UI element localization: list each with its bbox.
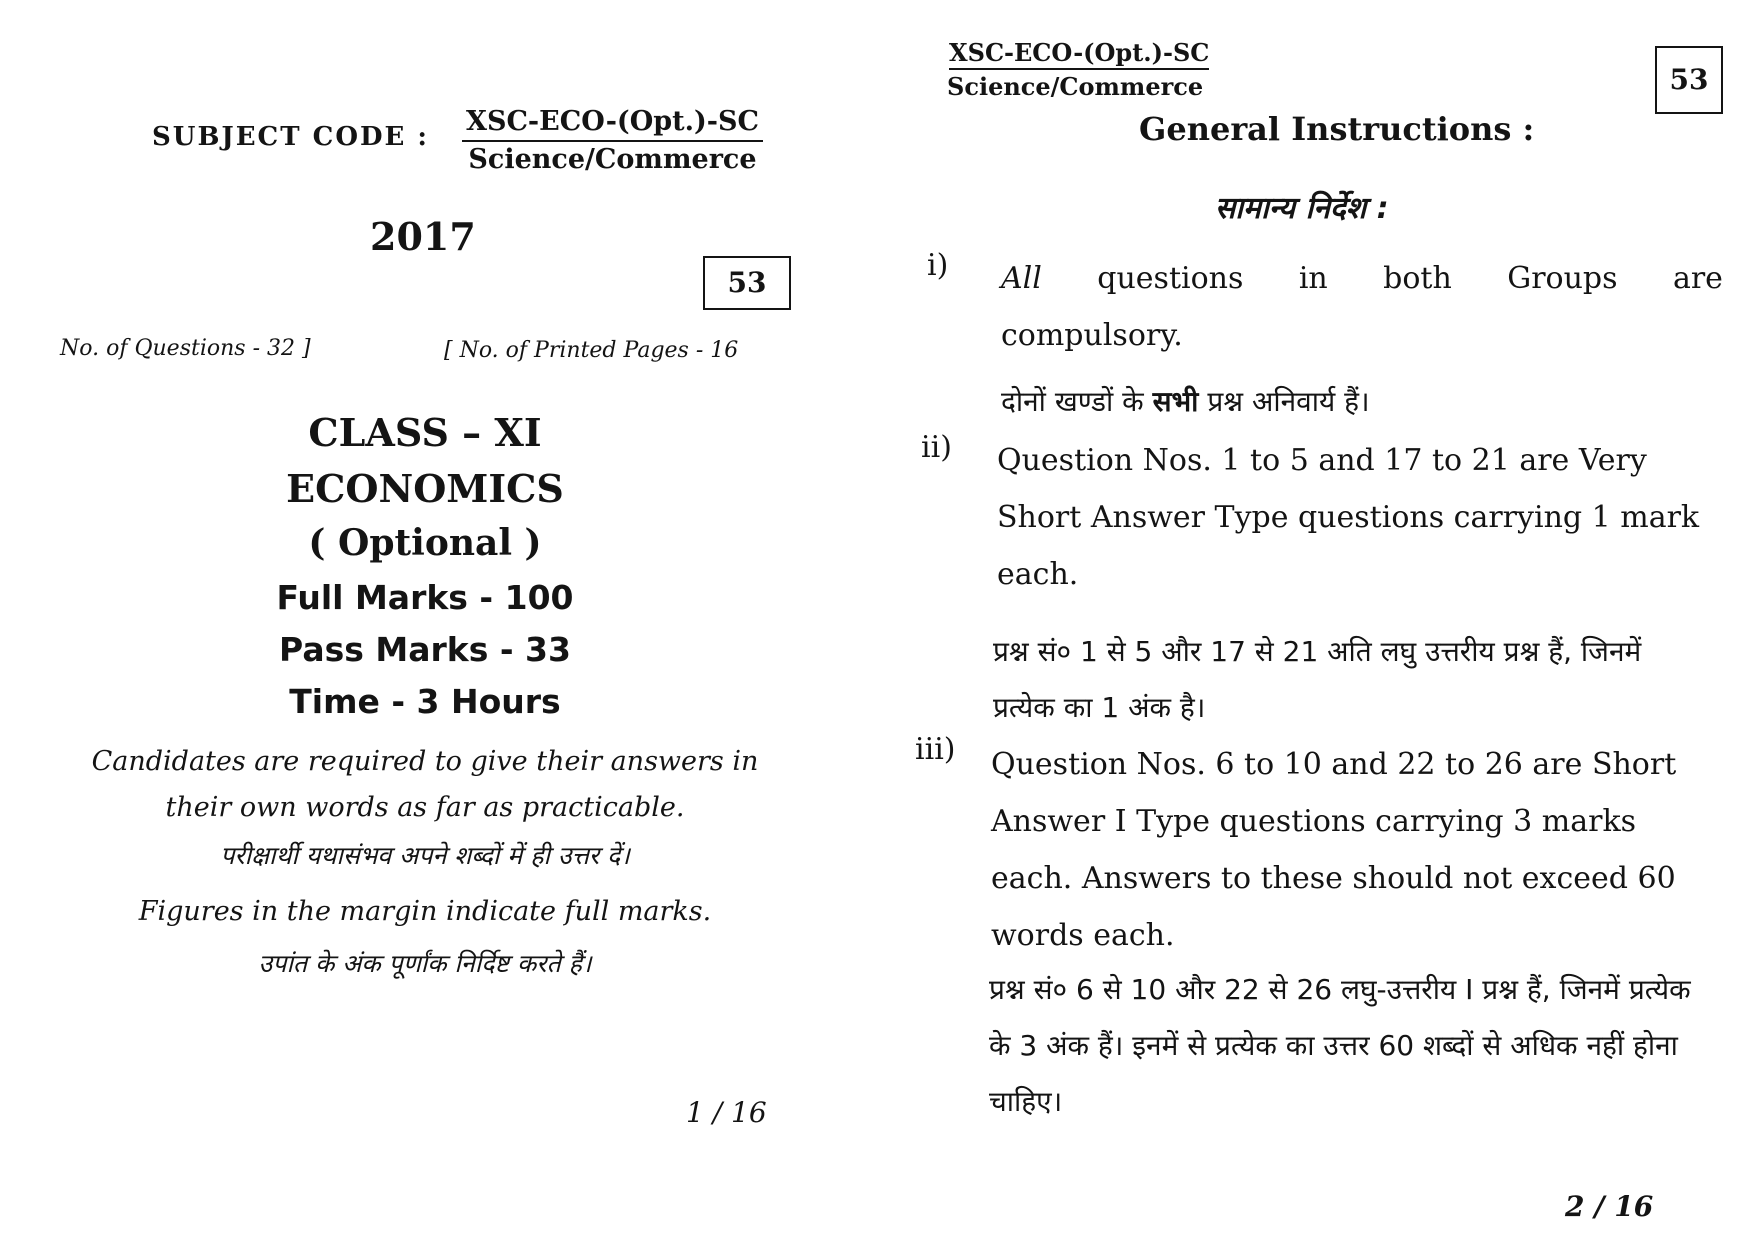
figures-note: Figures in the margin indicate full marks. <box>138 896 712 927</box>
number-of-pages: [ No. of Printed Pages - 16 <box>444 338 739 363</box>
word: are <box>1672 261 1723 296</box>
hindi-emphasis: सभी <box>1152 385 1199 418</box>
paper-number-box: 53 <box>1655 46 1723 114</box>
subject-code-block <box>462 104 763 178</box>
word: both <box>1383 261 1452 296</box>
instruction-item-1-hindi <box>1001 374 1370 430</box>
exam-year: 2017 <box>370 214 476 259</box>
word: Groups <box>1507 261 1618 296</box>
pass-marks: Pass Marks - 33 <box>279 630 571 669</box>
general-instructions-title: General Instructions : <box>1139 110 1535 148</box>
header-subject-code: XSC-ECO-(Opt.)-SC <box>949 38 1209 70</box>
instruction-item-1-line-1 <box>1001 250 1723 307</box>
general-instructions-title-hindi: सामान्य निर्देश : <box>1215 191 1389 226</box>
optional-label: ( Optional ) <box>308 522 542 564</box>
subject-title: ECONOMICS <box>286 466 564 511</box>
hindi-text: दोनों खण्डों के <box>1001 385 1153 418</box>
instruction-item-3-hindi: प्रश्न सं० 6 से 10 और 22 से 26 लघु-उत्तरीय I प्रश्न हैं, जिनमें प्रत्येक के 3 अंक हैं। इनमें से प्रत्येक का उत्तर 60 शब्दों से अधिक नहीं होना चाहिए। <box>989 973 1691 1118</box>
subject-code-label: SUBJECT CODE : <box>152 122 429 152</box>
instruction-item-2-hindi: प्रश्न सं० 1 से 5 और 17 से 21 अति लघु उत्तरीय प्रश्न हैं, जिनमें प्रत्येक का 1 अंक है। <box>993 635 1642 724</box>
page-number: 1 / 16 <box>686 1096 767 1129</box>
paper-number-box: 53 <box>703 256 791 310</box>
item-marker: iii) <box>915 732 956 767</box>
full-marks: Full Marks - 100 <box>276 578 574 617</box>
subject-code: XSC-ECO-(Opt.)-SC <box>462 104 763 142</box>
class-title: CLASS – XI <box>308 410 542 455</box>
instruction-hindi: परीक्षार्थी यथासंभव अपने शब्दों में ही उत्तर दें। <box>220 841 630 870</box>
right-page <box>877 0 1754 1241</box>
number-of-questions: No. of Questions - 32 ] <box>60 336 311 361</box>
instruction-line-2: their own words as far as practicable. <box>165 792 685 823</box>
hindi-text: प्रश्न अनिवार्य हैं। <box>1198 385 1370 418</box>
word: in <box>1298 261 1328 296</box>
figures-note-hindi: उपांत के अंक पूर्णांक निर्दिष्ट करते हैं। <box>258 949 592 978</box>
stream-label: Science/Commerce <box>468 144 757 175</box>
instruction-line-1: Candidates are required to give their answers in <box>91 746 759 777</box>
page-number: 2 / 16 <box>1565 1190 1654 1223</box>
emphasis-word: All <box>1001 261 1042 296</box>
instruction-item-2: Question Nos. 1 to 5 and 17 to 21 are Very Short Answer Type questions carrying 1 mark each. <box>997 443 1700 592</box>
time-allowed: Time - 3 Hours <box>289 682 561 721</box>
instruction-item-3: Question Nos. 6 to 10 and 22 to 26 are Short Answer I Type questions carrying 3 marks each. Answers to these should not exceed 60 words each. <box>991 747 1677 953</box>
instruction-item-1-line-2: compulsory. <box>1001 318 1183 353</box>
word: questions <box>1097 261 1244 296</box>
header-stream: Science/Commerce <box>947 72 1204 101</box>
instruction-item-1 <box>1001 250 1723 364</box>
item-marker: ii) <box>921 430 952 465</box>
item-marker: i) <box>927 248 949 283</box>
